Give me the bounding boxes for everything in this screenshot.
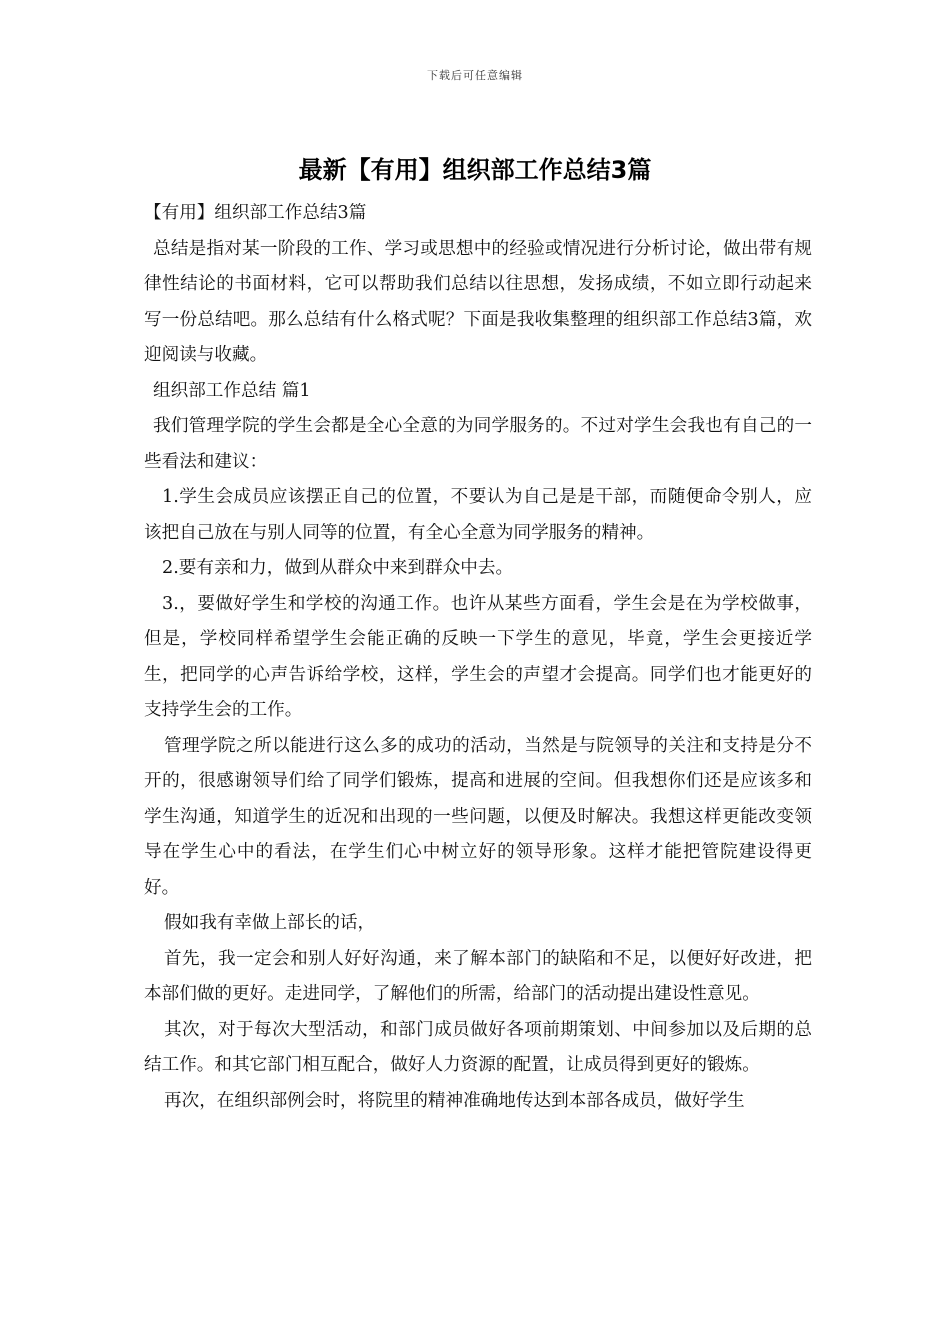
header-note: 下载后可任意编辑 bbox=[427, 69, 523, 82]
intro-paragraph: 总结是指对某一阶段的工作、学习或思想中的经验或情况进行分析讨论，做出带有规律性结论的书面材料，它可以帮助我们总结以往思想，发扬成绩，不如立即行动起来写一份总结吧。那么总结有什么格式呢？下面是我收集整理的组织部工作总结3篇，欢迎阅读与收藏。 bbox=[144, 238, 812, 365]
body-paragraph: 我们管理学院的学生会都是全心全意的为同学服务的。不过对学生会我也有自己的一些看法和建议： bbox=[144, 416, 812, 472]
body-paragraph: 再次，在组织部例会时，将院里的精神准确地传达到本部各成员，做好学生 bbox=[164, 1090, 745, 1111]
body-paragraph: 其次，对于每次大型活动，和部门成员做好各项前期策划、中间参加以及后期的总结工作。和其它部门相互配合，做好人力资源的配置，让成员得到更好的锻炼。 bbox=[144, 1019, 812, 1075]
body-paragraph: 首先，我一定会和别人好好沟通，来了解本部门的缺陷和不足，以便好好改进，把本部们做的更好。走进同学，了解他们的所需，给部门的活动提出建设性意见。 bbox=[144, 948, 812, 1004]
body-paragraph: 假如我有幸做上部长的话， bbox=[164, 913, 376, 933]
document-title: 最新【有用】组织部工作总结3篇 bbox=[298, 156, 652, 184]
body-paragraph: 管理学院之所以能进行这么多的成功的活动，当然是与院领导的关注和支持是分不开的，很感谢领导们给了同学们锻炼，提高和进展的空间。但我想你们还是应该多和学生沟通，知道学生的近况和出现的一些问题，以便及时解决。我想这样更能改变领导在学生心中的看法，在学生们心中树立好的领导形象。这样才能把管院建设得更好。 bbox=[144, 735, 812, 898]
list-item: 1.学生会成员应该摆正自己的位置，不要认为自己是是干部，而随便命令别人，应该把自己放在与别人同等的位置，有全心全意为同学服务的精神。 bbox=[144, 487, 812, 543]
list-item: 3.，要做好学生和学校的沟通工作。也许从某些方面看，学生会是在为学校做事，但是，学校同样希望学生会能正确的反映一下学生的意见，毕竟，学生会更接近学生，把同学的心声告诉给学校，这样，学生会的声望才会提高。同学们也才能更好的支持学生会的工作。 bbox=[144, 593, 812, 720]
subtitle-line: 【有用】组织部工作总结3篇 bbox=[144, 203, 367, 223]
document-body bbox=[144, 196, 812, 1119]
list-item: 2.要有亲和力，做到从群众中来到群众中去。 bbox=[162, 558, 514, 578]
section-heading: 组织部工作总结 篇1 bbox=[153, 380, 311, 401]
